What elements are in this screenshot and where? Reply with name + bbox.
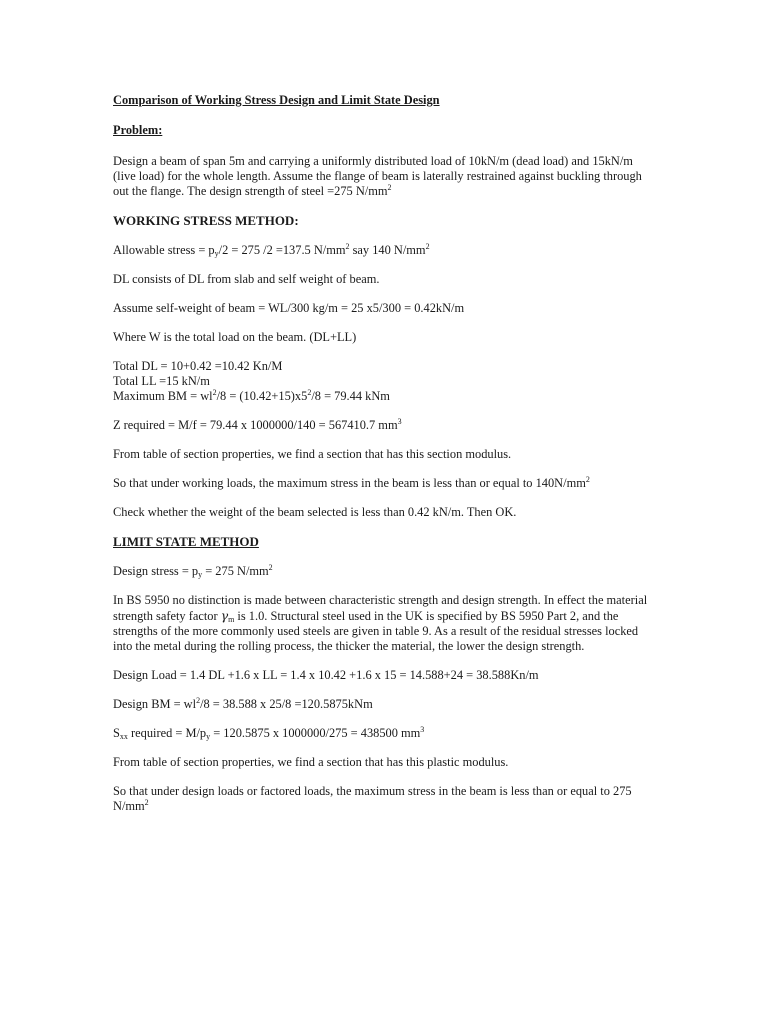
text-run: So that under working loads, the maximum stress in the beam is less than or equal to 140N/mm <box>113 476 586 490</box>
problem-text: Design a beam of span 5m and carrying a uniformly distributed load of 10kN/m (dead load) and 15kN/m (live load) for the whole length. Assume the flange of beam is laterally restrained against buckling through out the flange. The design strength of steel =275 N/mm <box>113 154 642 198</box>
superscript: 2 <box>387 183 392 192</box>
text-run: In BS 5950 no distinction is made between characteristic strength and design strength. In effect the material strength safety factor <box>113 593 648 623</box>
sxx-required-line <box>113 726 653 741</box>
section-modulus-line: From table of section properties, we find a section that has this section modulus. <box>113 447 512 461</box>
subscript: y <box>198 570 203 579</box>
limit-state-heading: LIMIT STATE METHOD <box>113 534 259 549</box>
plastic-modulus-line: From table of section properties, we find a section that has this plastic modulus. <box>113 755 509 769</box>
superscript: 2 <box>212 388 217 397</box>
text-run: is 1.0. Structural steel used in the UK is specified by BS 5950 Part 2, and the strengths of the more commonly used steels are given in table 9. As a result of the residual stresses locked into the metal during the rolling process, the thicker the material, the lower the design strength. <box>113 609 639 653</box>
text-run: Design BM = wl <box>113 697 197 711</box>
text-run: /8 = 79.44 kNm <box>311 389 390 403</box>
superscript: 3 <box>397 417 402 426</box>
superscript: 2 <box>144 798 149 807</box>
problem-heading: Problem: <box>113 123 163 137</box>
text-run: required = M/p <box>127 726 207 740</box>
document-page <box>113 93 653 828</box>
text-run: /8 = (10.42+15)x5 <box>216 389 308 403</box>
working-stress-heading: WORKING STRESS METHOD: <box>113 213 299 228</box>
subscript: y <box>214 249 219 258</box>
text-run: Design stress = p <box>113 564 199 578</box>
superscript: 2 <box>345 242 350 251</box>
subscript: m <box>228 615 235 624</box>
bs5950-paragraph <box>113 593 653 654</box>
z-required-line <box>113 418 653 433</box>
text-run: Z required = M/f = 79.44 x 1000000/140 = 567410.7 mm <box>113 418 398 432</box>
text-run: say 140 N/mm <box>349 243 426 257</box>
text-run: = 120.5875 x 1000000/275 = 438500 mm <box>210 726 421 740</box>
design-load-line: Design Load = 1.4 DL +1.6 x LL = 1.4 x 10.42 +1.6 x 15 = 14.588+24 = 38.588Kn/m <box>113 668 539 682</box>
text-run: /2 = 275 /2 =137.5 N/mm <box>218 243 346 257</box>
total-dl-line: Total DL = 10+0.42 =10.42 Kn/M <box>113 359 283 373</box>
superscript: 3 <box>420 725 425 734</box>
dl-consists-line: DL consists of DL from slab and self weight of beam. <box>113 272 380 286</box>
text-run: /8 = 38.588 x 25/8 =120.5875kNm <box>200 697 373 711</box>
where-w-line: Where W is the total load on the beam. (DL+LL) <box>113 330 357 344</box>
design-loads-line <box>113 784 653 814</box>
design-bm-line <box>113 697 653 712</box>
text-run: = 275 N/mm <box>202 564 269 578</box>
text-run: Allowable stress = p <box>113 243 215 257</box>
gamma-symbol: γ <box>220 608 229 623</box>
text-run: So that under design loads or factored loads, the maximum stress in the beam is less than or equal to 275 N/mm <box>113 784 632 813</box>
max-bm-line <box>113 389 653 404</box>
problem-statement <box>113 154 653 199</box>
allowable-stress-line <box>113 243 653 258</box>
subscript: xx <box>119 732 128 741</box>
superscript: 2 <box>307 388 312 397</box>
working-loads-line <box>113 476 653 491</box>
superscript: 2 <box>196 696 201 705</box>
superscript: 2 <box>268 563 273 572</box>
text-run: Maximum BM = wl <box>113 389 213 403</box>
subscript: y <box>206 732 211 741</box>
design-stress-line <box>113 564 653 579</box>
text-run: S <box>113 726 120 740</box>
total-ll-line: Total LL =15 kN/m <box>113 374 210 388</box>
superscript: 2 <box>585 475 590 484</box>
self-weight-line: Assume self-weight of beam = WL/300 kg/m = 25 x5/300 = 0.42kN/m <box>113 301 465 315</box>
check-weight-line: Check whether the weight of the beam selected is less than 0.42 kN/m. Then OK. <box>113 505 517 519</box>
superscript: 2 <box>425 242 430 251</box>
document-title: Comparison of Working Stress Design and Limit State Design <box>113 93 440 107</box>
